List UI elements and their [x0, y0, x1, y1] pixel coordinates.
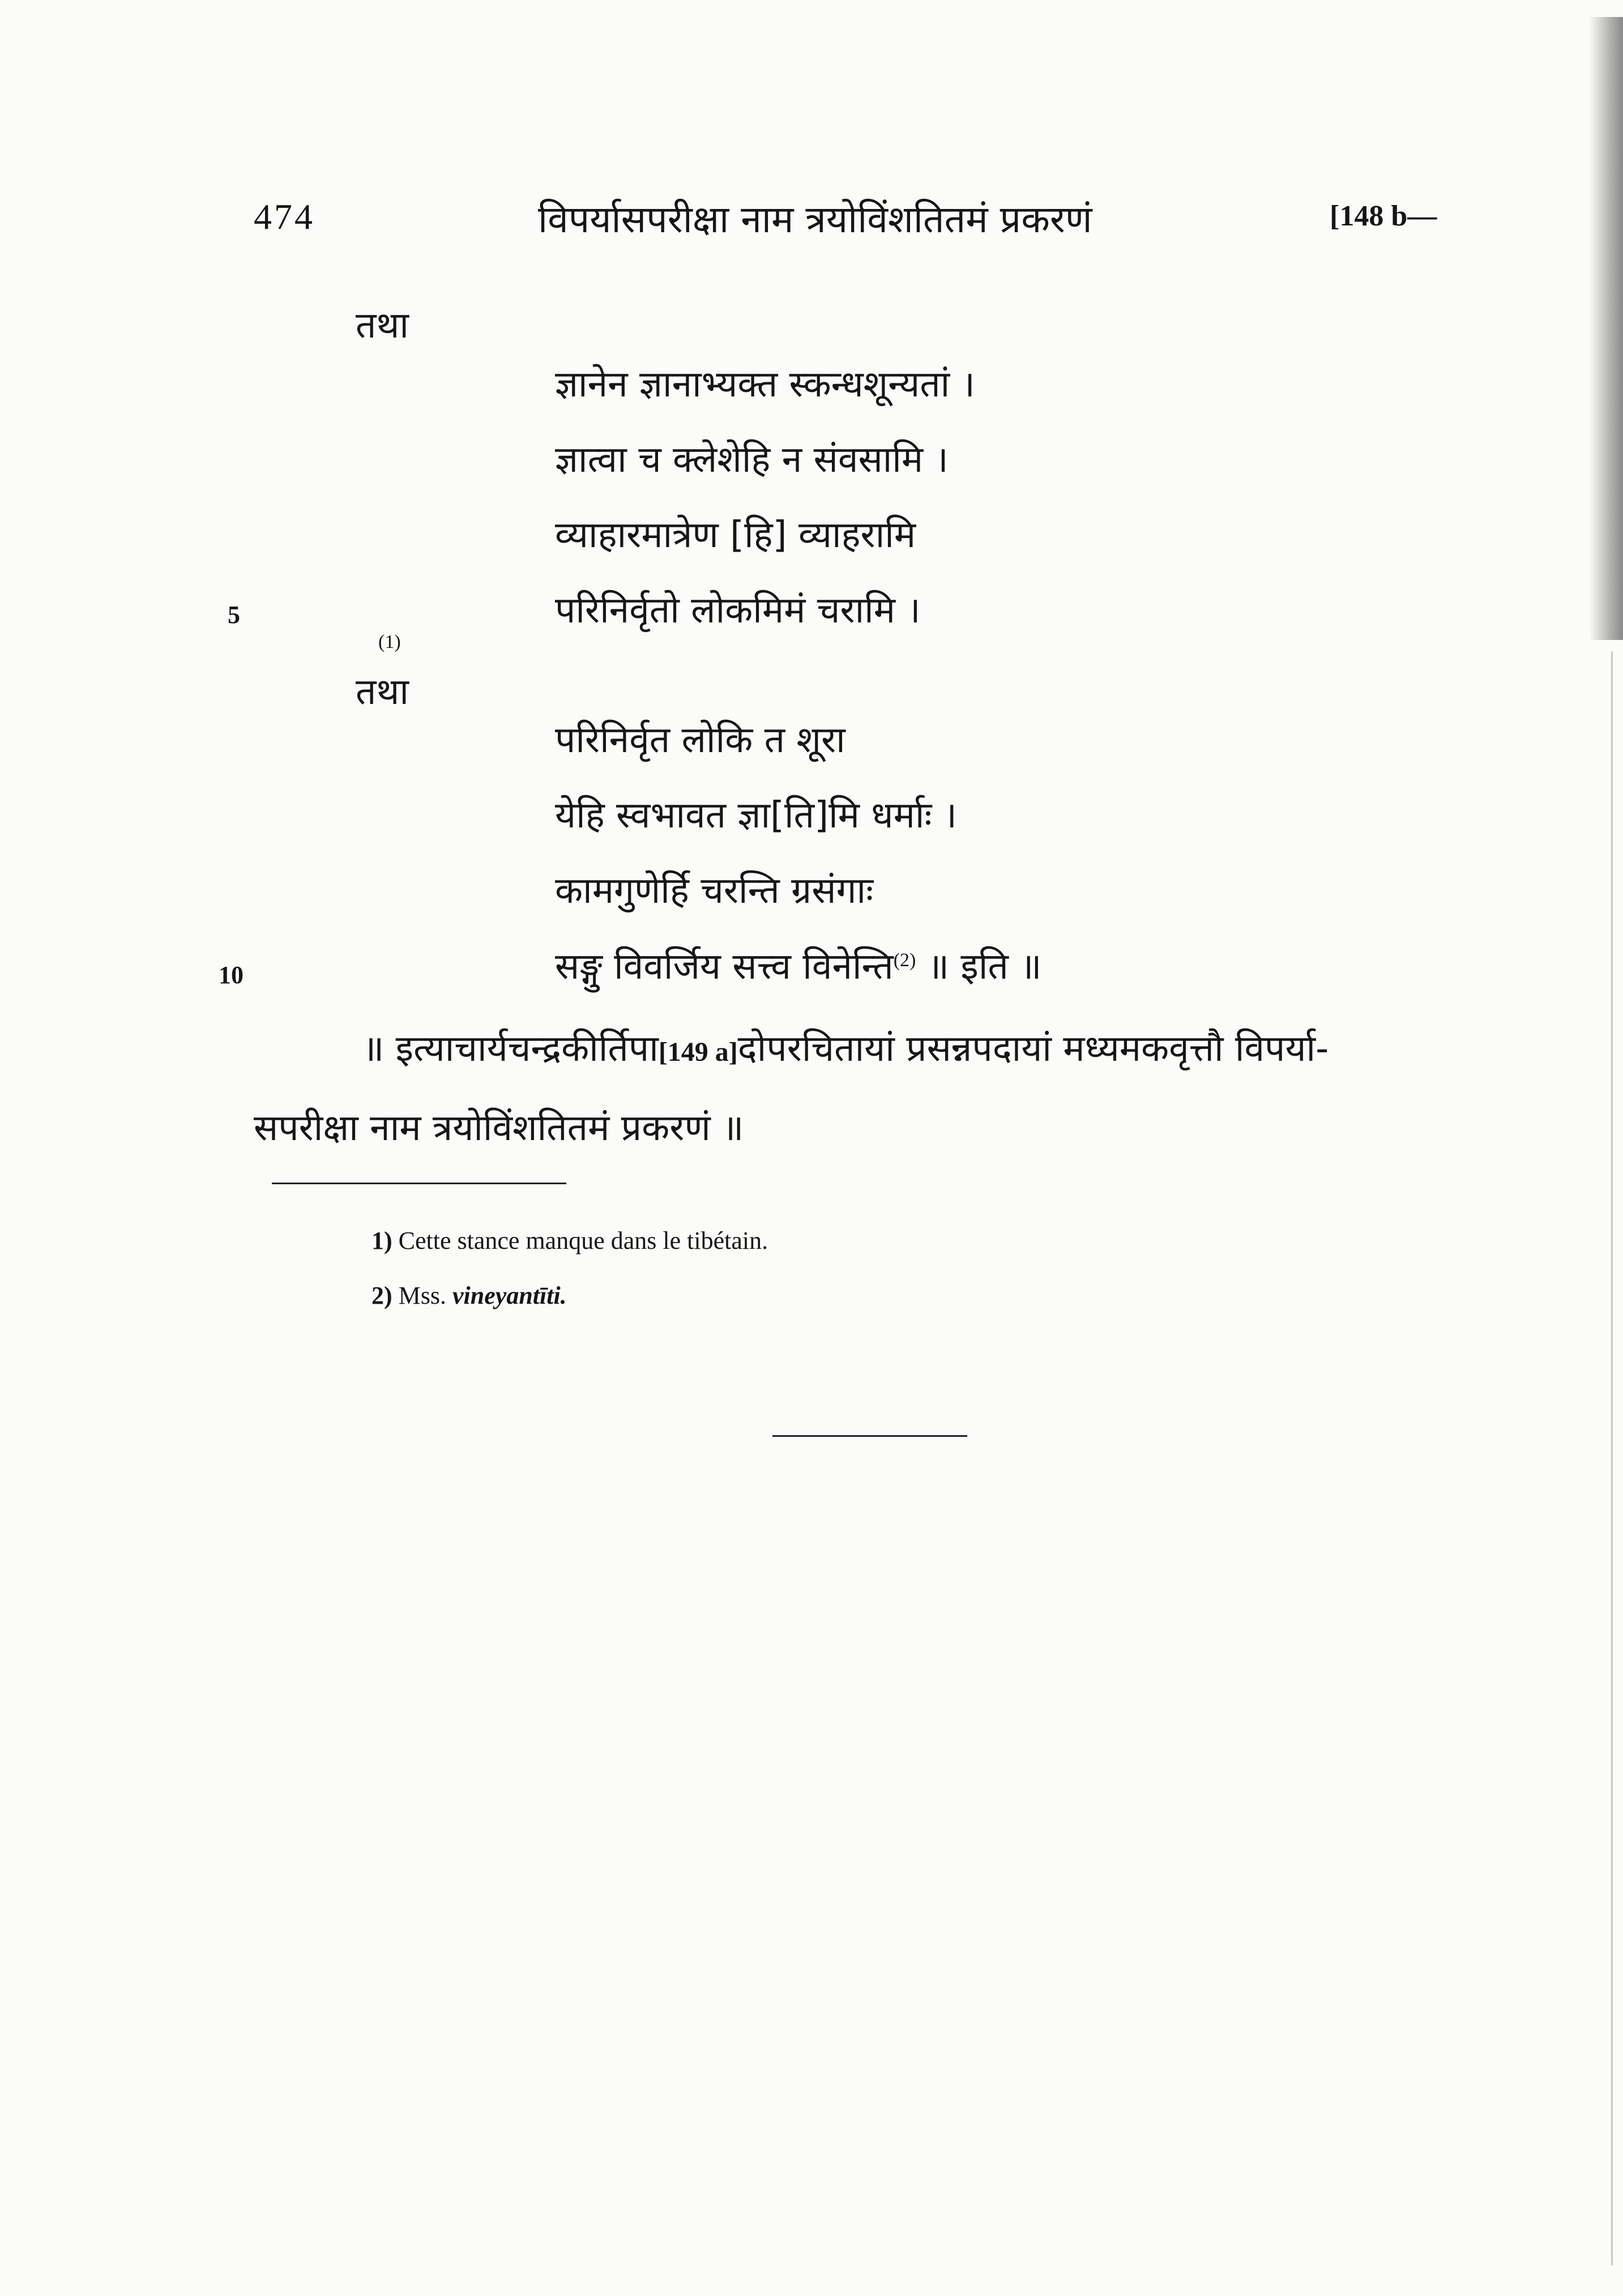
verse-line-text: सङ्गु विवर्जिय सत्त्व विनेन्ति [555, 946, 894, 988]
folio-reference: [148 b— [1330, 200, 1437, 232]
footnote-ref-1: (1) [378, 631, 401, 652]
colophon-text: ॥ इत्याचार्यचन्द्रकीर्तिपा [362, 1028, 659, 1070]
verse-line: ज्ञानेन ज्ञानाभ्यक्त स्कन्धशून्यतां । [555, 364, 975, 406]
footnote-separator [272, 1183, 566, 1184]
verse-line: ज्ञात्वा च क्लेशेहि न संवसामि । [555, 439, 949, 481]
verse-end-mark: ॥ इति ॥ [927, 946, 1042, 988]
footnote-text: Mss. [398, 1282, 447, 1309]
scan-edge-shadow [1589, 17, 1623, 640]
end-rule [772, 1435, 967, 1437]
footnote-ref-2: (2) [893, 949, 916, 971]
verse-line: कामगुणेर्हि चरन्ति ग्रसंगाः [555, 870, 874, 912]
footnote-text: Cette stance manque dans le tibétain. [398, 1227, 768, 1254]
verse-line: परिनिर्वृतो लोकमिमं चरामि । [555, 590, 921, 631]
verse-intro-2 [356, 631, 409, 715]
colophon-line-2: सपरीक्षा नाम त्रयोविंशतितमं प्रकरणं ॥ [254, 1107, 744, 1149]
line-number-5: 5 [228, 601, 240, 629]
line-number-10: 10 [219, 961, 244, 989]
verse-intro-1: तथा [356, 305, 409, 347]
folio-marker: [149 a] [658, 1037, 738, 1067]
footnote-number: 2) [371, 1282, 392, 1309]
verse-line: येहि स्वभावत ज्ञा[ति]मि धर्माः । [555, 795, 957, 837]
footnote-number: 1) [371, 1227, 392, 1254]
colophon-text: दोपरचितायां प्रसन्नपदायां मध्यमकवृत्तौ विपर्या- [737, 1028, 1329, 1070]
footnote-2 [371, 1281, 567, 1310]
page-number: 474 [254, 197, 315, 237]
scan-edge-line [1611, 651, 1613, 2265]
footnote-italic: vineyantīti. [452, 1282, 567, 1309]
running-title: विपर्यासपरीक्षा नाम त्रयोविंशतितमं प्रकरणं [538, 198, 1092, 241]
colophon-line-1 [362, 1022, 1329, 1072]
verse-line-last [555, 940, 1042, 989]
footnote-1 [371, 1226, 768, 1255]
verse-line: व्याहारमात्रेण [हि] व्याहरामि [555, 514, 916, 556]
verse-intro-text: तथा [356, 671, 409, 713]
verse-line: परिनिर्वृत लोकि त शूरा [555, 719, 845, 761]
